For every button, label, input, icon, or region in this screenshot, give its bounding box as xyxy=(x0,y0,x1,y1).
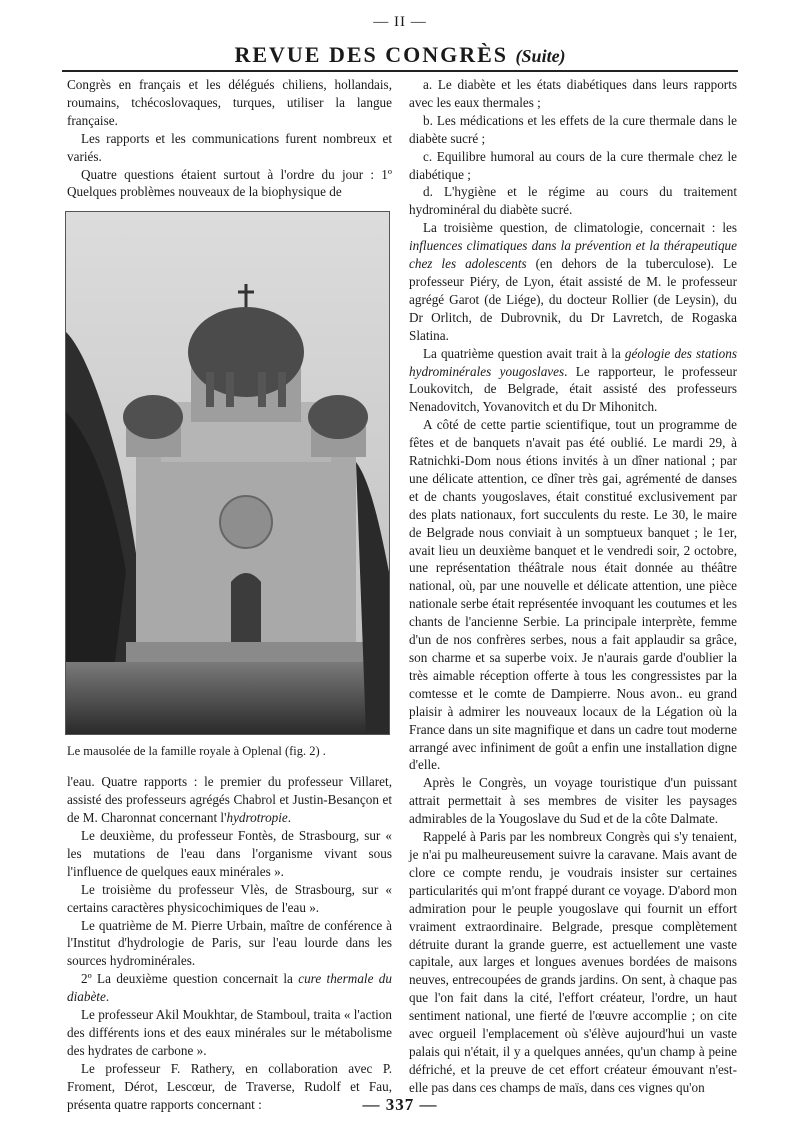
paragraph: Les rapports et les communications furent nombreux et variés. xyxy=(67,130,392,164)
paragraph: Après le Congrès, un voyage touristique d'un puissant attrait permettait à ses membres de visiter les paysages admirables de la Yougoslave du Sud et de la côte Dalmate. xyxy=(409,775,737,827)
paragraph: Le quatrième de M. Pierre Urbain, maître de conférence à l'Institut d'hydrologie de Paris, sur l'eau lourde dans les sources hydrominérales. xyxy=(67,917,392,969)
list-item: d. L'hygiène et le régime au cours du traitement hydrominéral du diabète sucré. xyxy=(409,184,737,218)
page-number: — 337 — xyxy=(362,1095,438,1114)
paragraph: 2º La deuxième question concernait la cure thermale du diabète. xyxy=(67,971,392,1005)
right-column xyxy=(409,76,737,1097)
title-suffix: (Suite) xyxy=(515,46,566,66)
church-illustration xyxy=(66,212,389,734)
left-column xyxy=(67,76,392,1113)
mausoleum-photo xyxy=(65,211,390,735)
paragraph: Quatre questions étaient surtout à l'ordre du jour : 1º Quelques problèmes nouveaux de la biophysique de xyxy=(67,166,392,200)
top-page-number: — II — xyxy=(373,14,427,30)
paragraph: Rappelé à Paris par les nombreux Congrès qui s'y tenaient, je n'ai pu malheureusement suivre la caravane. Mais avant de clore ce compte rendu, je voudrais insister sur certaines particularités qui m'ont frappé durant ce voyage. D'abord mon admiration pour le peuple yougoslave qui fournit un effort vraiment extraordinaire. Belgrade, presque complètement détruite durant la grande guerre, est actuellement une vaste capitale, aux larges et longues avenues bordées de maisons neuves, entrecoupées de grands jardins. On sent, à chaque pas que l'on fait dans la cité, l'effort créateur, l'ordre, un haut sentiment national, une fierté de l'œuvre accomplie ; on cite avec orgueil l'emplacement où s'élève aujourd'hui un vaste palais qui n'était, il y a quelques années, qu'un champ à peine défriché, et la preuve de cet effort créateur émouvant n'est-elle pas dans ces champs de maïs, dans ces vignes qu'on xyxy=(409,829,737,1095)
paragraph: Le professeur Akil Moukhtar, de Stamboul, traita « l'action des différents ions et des eaux minérales sur le métabolisme des hydrates de carbone ». xyxy=(67,1007,392,1058)
paragraph: Le deuxième, du professeur Fontès, de Strasbourg, sur « les mutations de l'eau dans l'organisme vivant sous l'influence de quelques eaux minérales ». xyxy=(67,827,392,879)
title-main: REVUE DES CONGRÈS xyxy=(234,42,509,67)
title-rule xyxy=(62,70,738,72)
paragraph: Le troisième du professeur Vlès, de Strasbourg, sur « certains caractères physicochimiques de l'eau ». xyxy=(67,881,392,915)
paragraph: Le professeur F. Rathery, en collaboration avec P. Froment, Dérot, Lescœur, de Traverse, Rudolf et Fau, présenta quatre rapports concernant : xyxy=(67,1060,392,1112)
list-item: c. Equilibre humoral au cours de la cure thermale chez le diabétique ; xyxy=(409,148,737,182)
list-item: a. Le diabète et les états diabétiques dans leurs rapports avec les eaux thermales ; xyxy=(409,77,737,110)
paragraph: l'eau. Quatre rapports : le premier du professeur Villaret, assisté des professeurs agrégés Chabrol et Justin-Besançon et de M. Charonnat concernant l'hydrotropie. xyxy=(67,774,392,826)
paragraph: A côté de cette partie scientifique, tout un programme de fêtes et de banquets n'avait pas été oublié. Le mardi 29, à Ratnichki-Dom nous étions invités à un dîner national ; par une délicate attention, ce dîner très gai, agrémenté de danses et de chants yougoslaves, était constitué exclusivement par des plats nationaux, fort succulents du reste. Le 30, le maire de Belgrade nous conviait à un somptueux banquet ; le 1er, avait lieu un deuxième banquet et le vendredi soir, 2 octobre, une représentation théâtrale nous était donnée au théâtre national, où, par une nouvelle et délicate attention, une pièce nationale serbe était représentée invoquant les coutumes et les chants de l'ancienne Serbie. La principale interprète, femme d'un de nos confrères serbes, nous a fait applaudir sa grâce, son charme et sa superbe voix. Je n'aurais garde d'oublier la très aimable réception offerte à tous les congressistes par la comtesse et le comte de Dampierre. Nous avon.. eu grand plaisir à admirer les nouveaux locaux de la Légation où la France dans un site magnifique et dans un cadre tout moderne arrangé avec infiniment de goût a enfin une installation digne d'elle. xyxy=(409,417,737,773)
paragraph: La quatrième question avait trait à la géologie des stations hydrominérales yougoslaves. Le rapporteur, le professeur Loukovitch, de Belgrade, était assisté des professeurs Nenadovitch, Yovanovitch et du Dr Mihonitch. xyxy=(409,345,737,415)
list-item: b. Les médications et les effets de la cure thermale dans le diabète sucré ; xyxy=(409,112,737,146)
paragraph: La troisième question, de climatologie, concernait : les influences climatiques dans la prévention et la thérapeutique chez les adolescents (en dehors de la tuberculose). Le professeur Piéry, de Lyon, était assisté de M. le professeur agrégé Garot (de Liége), du docteur Rollier (de Leysin), du Dr Orlitch, de Dubrovnik, du Dr Lavretch, de Rogaska Slatina. xyxy=(409,220,737,343)
page-title xyxy=(0,42,800,68)
paragraph: Congrès en français et les délégués chiliens, hollandais, roumains, tchécoslovaques, turques, utiliser la langue française. xyxy=(67,77,392,128)
figure-caption: Le mausolée de la famille royale à Oplenal (fig. 2) . xyxy=(67,744,326,759)
